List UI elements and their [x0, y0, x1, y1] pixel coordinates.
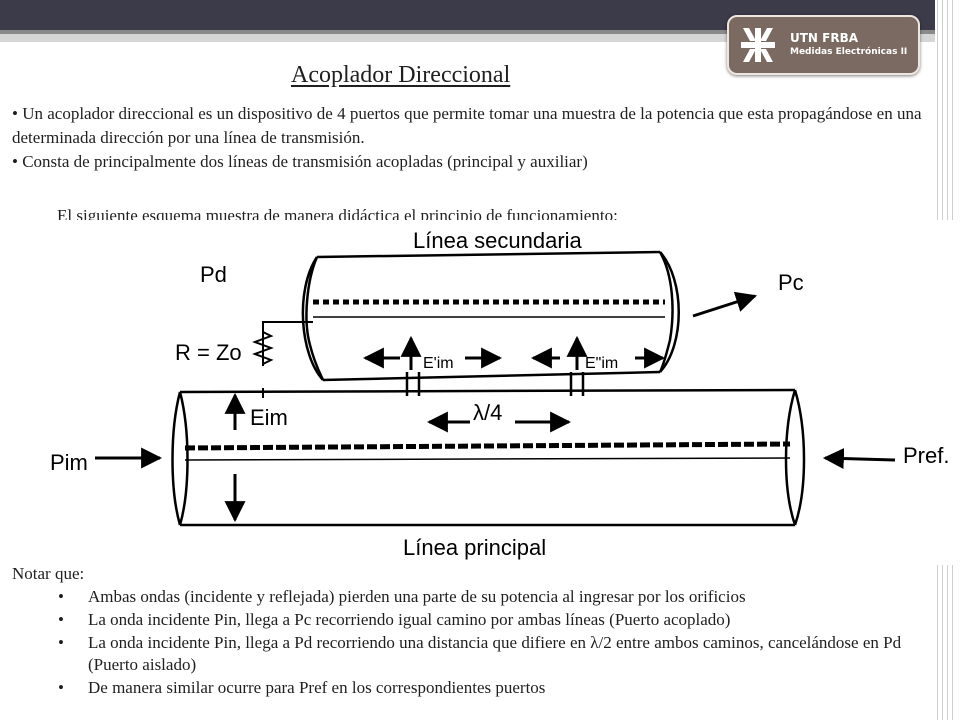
lambda-label: λ/4 [473, 400, 503, 425]
main-line-label: Línea principal [403, 535, 547, 560]
notes-item-text: Ambas ondas (incidente y reflejada) pierden una parte de su potencia al ingresar por los orificios [88, 587, 746, 606]
bullet-item: • Un acoplador direccional es un dispositivo de 4 puertos que permite tomar una muestra de la potencia que esta propagándose en una determinada dirección por una línea de transmisión. [12, 104, 922, 147]
coupler-diagram [45, 220, 960, 565]
bullet-item: • Consta de principalmente dos líneas de transmisión acopladas (principal y auxiliar) [12, 152, 588, 171]
bullet-list [12, 102, 942, 174]
eim-label: Eim [250, 405, 288, 430]
notes-list [58, 586, 948, 700]
pref-label: Pref. [903, 443, 950, 468]
main-line-left-cap [180, 392, 188, 525]
notes-item [58, 632, 948, 676]
notes-item [58, 609, 948, 631]
notes-item-text: La onda incidente Pin, llega a Pd recorriendo una distancia que difiere en λ/2 entre ambos caminos, cancelándose en Pd (Puerto aislado) [88, 633, 902, 674]
notes-item [58, 677, 948, 699]
page-title: Acoplador Direccional [291, 62, 511, 88]
secondary-line-bottom [323, 372, 660, 380]
secondary-line-label: Línea secundaria [413, 228, 582, 253]
pc-label: Pc [778, 270, 804, 295]
bullet-dot: • [58, 678, 64, 697]
bullet-dot: • [58, 610, 64, 629]
pim-label: Pim [50, 450, 88, 475]
e2-label: E"im [585, 355, 619, 372]
notes-heading: Notar que: [12, 564, 85, 583]
load-label: R = Zo [175, 340, 242, 365]
main-line-right-cap [795, 390, 804, 525]
utn-logo [727, 15, 920, 75]
pc-arrow [693, 296, 755, 316]
e1-label: E'im [423, 355, 454, 372]
main-line-left-end [173, 392, 181, 525]
notes-item-text: La onda incidente Pin, llega a Pc recorriendo igual camino por ambas líneas (Puerto acoplado) [88, 610, 731, 629]
logo-title: UTN FRBA [790, 31, 859, 45]
main-line-top [180, 390, 795, 392]
bullet-dot: • [58, 633, 64, 652]
notes-item-text: De manera similar ocurre para Pref en los correspondientes puertos [88, 678, 546, 697]
bullet-dot: • [58, 587, 64, 606]
diagram-intro: El siguiente esquema muestra de manera didáctica el principio de funcionamiento: [57, 206, 618, 225]
logo-subtitle: Medidas Electrónicas II [790, 47, 908, 57]
pd-label: Pd [200, 262, 227, 287]
secondary-line-right-cap [660, 252, 679, 372]
utn-logo-icon [735, 22, 781, 68]
notes-item [58, 586, 948, 608]
pref-arrow [825, 458, 895, 460]
title-band [0, 42, 568, 62]
